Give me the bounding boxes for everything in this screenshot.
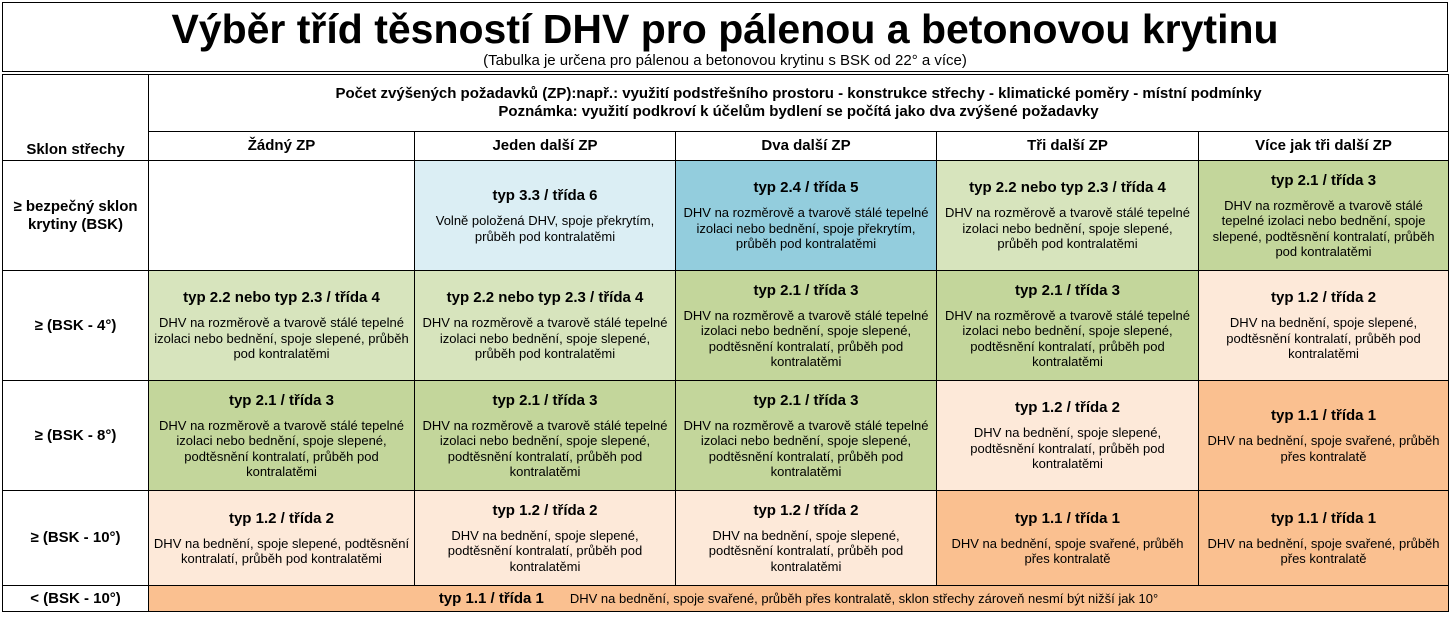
class-description: DHV na rozměrově a tvarově stálé tepelné izolaci nebo bednění, spoje slepené, podtěsnění kontralatí, průběh pod kontralatěmi [159,417,404,479]
table-cell [676,271,937,381]
class-type: typ 2.2 nebo typ 2.3 / třída 4 [969,179,1166,197]
class-description: DHV na bednění, spoje svařené, průběh přes kontralatě [951,535,1184,566]
requirements-remark: Poznámka: využití podkroví k účelům bydlení se počítá jako dva zvýšené požadavky [498,103,1099,120]
table-cell [149,491,415,586]
class-type: typ 1.2 / třída 2 [492,501,598,519]
table-cell [1199,381,1449,491]
table-cell [937,271,1199,381]
class-type: typ 1.1 / třída 1 [1271,509,1377,527]
class-type: typ 2.2 nebo typ 2.3 / třída 4 [183,289,380,307]
class-type: typ 1.2 / třída 2 [228,509,335,527]
class-type: typ 2.1 / třída 3 [1271,171,1377,189]
row-label: < (BSK - 10°) [3,586,149,612]
column-header: Více jak tři další ZP [1199,132,1449,161]
slope-column-header: Sklon střechy [3,75,149,161]
table-cell [937,161,1199,271]
class-type: typ 2.1 / třída 3 [1014,281,1121,299]
requirements-line: Počet zvýšených požadavků (ZP):např.: využití podstřešního prostoru - konstrukce střechy - klimatické poměry - místní podmínky [335,85,1262,102]
table-cell [415,161,676,271]
column-header: Jeden další ZP [415,132,676,161]
table-cell [676,161,937,271]
table-row [3,161,1449,271]
table-row-last [3,586,1449,612]
class-description: DHV na rozměrově a tvarově stálé tepelné izolaci nebo bednění, spoje slepené, průběh pod kontralatěmi [422,315,668,362]
column-header: Tři další ZP [937,132,1199,161]
table-cell [937,491,1199,586]
class-description: DHV na rozměrově a tvarově stálé tepelné izolaci nebo bednění, spoje slepené, podtěsnění kontralatí, průběh pod kontralatěmi [683,417,929,479]
class-type: typ 2.1 / třída 3 [492,391,598,409]
page-subtitle: (Tabulka je určena pro pálenou a betonovou krytinu s BSK od 22° a více) [483,52,967,69]
row-label: ≥ bezpečný sklon krytiny (BSK) [3,161,149,271]
class-type: typ 1.2 / třída 2 [753,501,859,519]
class-type: typ 2.4 / třída 5 [753,179,859,197]
table-cell [1199,161,1449,271]
class-description: DHV na bednění, spoje svařené, průběh přes kontralatě [1207,433,1440,464]
class-description: Volně položená DHV, spoje překrytím, průběh pod kontralatěmi [435,213,655,244]
class-description: DHV na rozměrově a tvarově stálé tepelné izolaci nebo bednění, spoje slepené, průběh pod kontralatěmi [945,205,1190,252]
class-description: DHV na rozměrově a tvarově stálé tepelné izolaci nebo bednění, spoje slepené, podtěsnění kontralatí, průběh pod kontralatěmi [1212,197,1435,259]
class-description: DHV na rozměrově a tvarově stálé tepelné izolaci nebo bednění, spoje překrytím, průběh pod kontralatěmi [683,205,929,252]
column-header: Žádný ZP [149,132,415,161]
class-type: typ 1.1 / třída 1 [438,589,544,607]
row-label: ≥ (BSK - 10°) [3,491,149,586]
class-description: DHV na rozměrově a tvarově stálé tepelné izolaci nebo bednění, spoje slepené, podtěsnění kontralatí, průběh pod kontralatěmi [683,307,929,369]
table-cell [676,381,937,491]
class-type: typ 2.2 nebo typ 2.3 / třída 4 [446,289,644,307]
class-description: DHV na rozměrově a tvarově stálé tepelné izolaci nebo bednění, spoje slepené, podtěsnění kontralatí, průběh pod kontralatěmi [945,307,1190,369]
class-type: typ 1.1 / třída 1 [1271,407,1377,424]
class-type: typ 2.1 / třída 3 [753,281,859,299]
table-cell [415,491,676,586]
table-cell [149,161,415,271]
table-cell [149,271,415,381]
class-description: DHV na bednění, spoje slepené, podtěsnění kontralatí, průběh pod kontralatěmi [970,425,1165,472]
row-label: ≥ (BSK - 8°) [3,381,149,491]
classification-table [2,74,1449,612]
table-cell-wide [149,586,1449,612]
class-description: DHV na bednění, spoje svařené, průběh přes kontralatě, sklon střechy zároveň nesmí být nižší jak 10° [569,590,1159,606]
class-type: typ 1.1 / třída 1 [1014,509,1121,527]
row-label: ≥ (BSK - 4°) [3,271,149,381]
table-cell [415,271,676,381]
class-description: DHV na rozměrově a tvarově stálé tepelné izolaci nebo bednění, spoje slepené, podtěsnění kontralatí, průběh pod kontralatěmi [422,417,668,479]
table-cell [149,381,415,491]
table-row [3,271,1449,381]
page-title: Výběr tříd těsností DHV pro pálenou a betonovou krytinu [171,6,1279,52]
table-cell [1199,271,1449,381]
class-description: DHV na rozměrově a tvarově stálé tepelné izolaci nebo bednění, spoje slepené, průběh pod kontralatěmi [154,315,409,362]
class-type: typ 2.1 / třída 3 [753,391,859,409]
table-cell [415,381,676,491]
table-cell [937,381,1199,491]
title-block [2,2,1448,72]
table-row [3,381,1449,491]
class-description: DHV na bednění, spoje slepené, podtěsnění kontralatí, průběh pod kontralatěmi [153,535,410,566]
class-type: typ 1.2 / třída 2 [1014,399,1121,417]
table-cell [676,491,937,586]
table-row [3,491,1449,586]
class-type: typ 3.3 / třída 6 [492,187,598,204]
class-description: DHV na bednění, spoje slepené, podtěsnění kontralatí, průběh pod kontralatěmi [447,527,643,574]
class-description: DHV na bednění, spoje slepené, podtěsnění kontralatí, průběh pod kontralatěmi [1226,315,1421,362]
class-type: typ 1.2 / třída 2 [1271,289,1377,307]
table-cell [1199,491,1449,586]
column-header: Dva další ZP [676,132,937,161]
class-description: DHV na bednění, spoje slepené, podtěsnění kontralatí, průběh pod kontralatěmi [708,527,904,574]
requirements-note [149,75,1449,132]
class-description: DHV na bednění, spoje svařené, průběh přes kontralatě [1207,535,1440,566]
class-type: typ 2.1 / třída 3 [228,391,335,409]
